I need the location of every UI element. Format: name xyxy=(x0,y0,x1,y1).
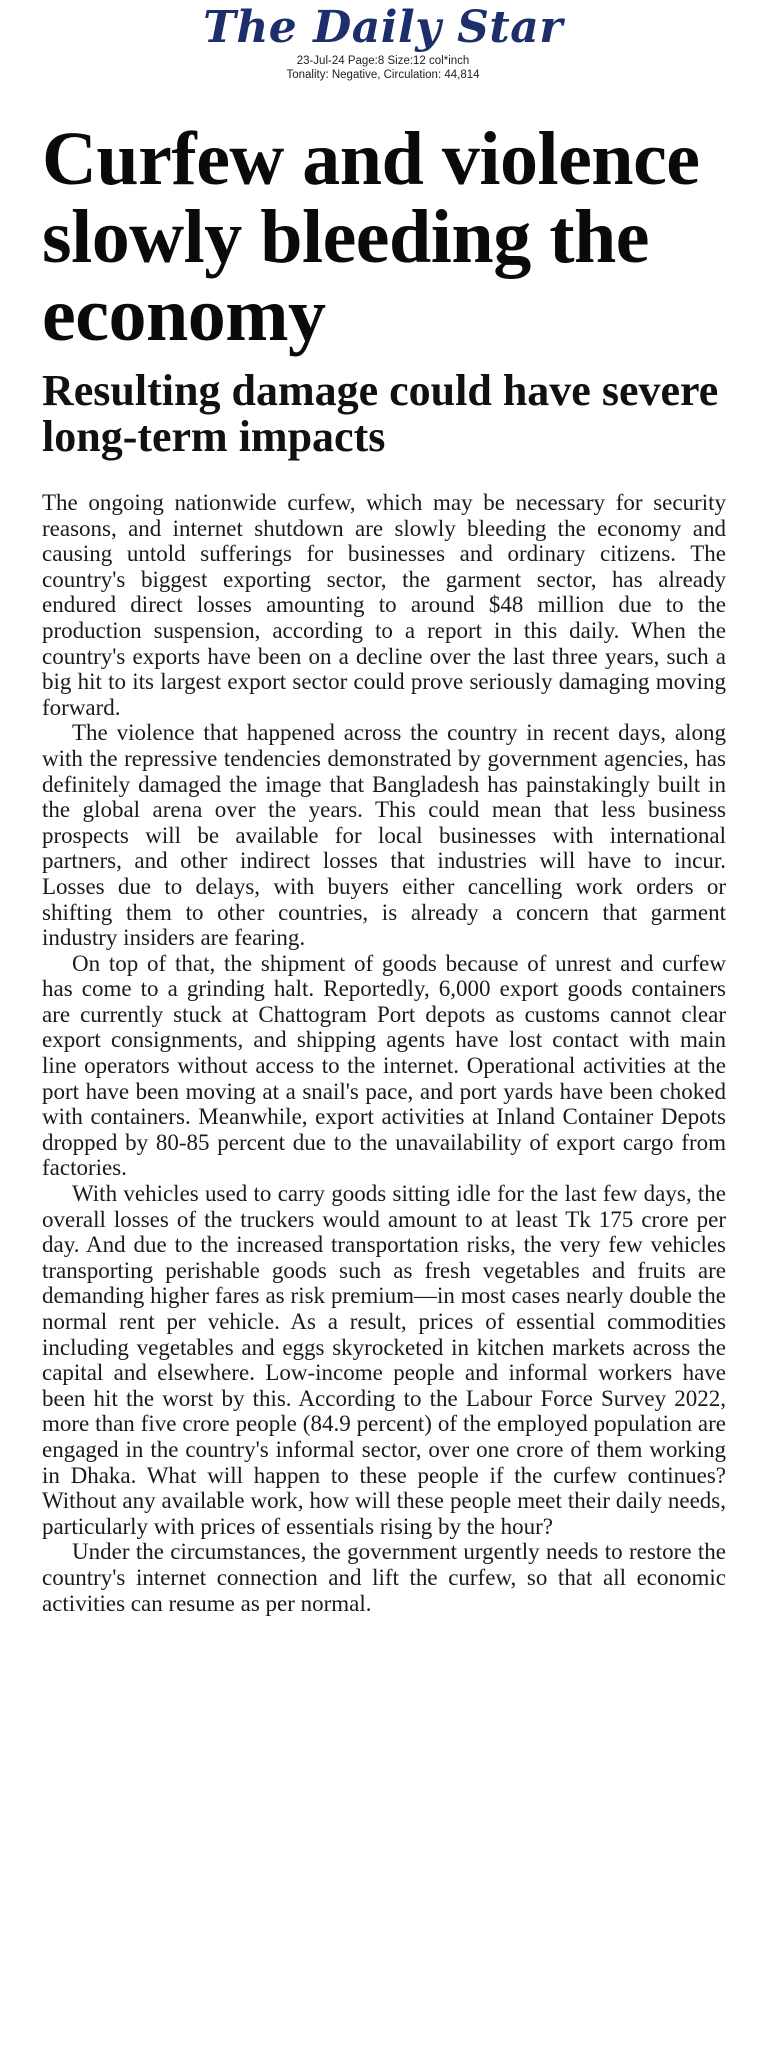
article-paragraph-5: Under the circumstances, the government urgently needs to restore the country's internet connection and lift the curfew, so that all economic activities can resume as per normal. xyxy=(42,1539,726,1616)
editorial-article xyxy=(0,117,766,1616)
article-paragraph-4: With vehicles used to carry goods sitting idle for the last few days, the overall losses of the truckers would amount to at least Tk 175 crore per day. And due to the increased transportation risks, the very few vehicles transporting perishable goods such as fresh vegetables and fruits are demanding higher fares as risk premium—in most cases nearly double the normal rent per vehicle. As a result, prices of essential commodities including vegetables and eggs skyrocketed in kitchen markets across the capital and elsewhere. Low-income people and informal workers have been hit the worst by this. According to the Labour Force Survey 2022, more than five crore people (84.9 percent) of the employed population are engaged in the country's informal sector, over one crore of them working in Dhaka. What will happen to these people if the curfew continues? Without any available work, how will these people meet their daily needs, particularly with prices of essentials rising by the hour? xyxy=(42,1181,726,1539)
article-headline: Curfew and violence slowly bleeding the economy xyxy=(42,117,700,357)
masthead xyxy=(0,0,766,82)
newspaper-logo: The Daily Star xyxy=(203,2,563,53)
article-body xyxy=(42,490,726,1616)
article-paragraph-2: The violence that happened across the country in recent days, along with the repressive tendencies demonstrated by government agencies, has definitely damaged the image that Bangladesh has painstakingly built in the global arena over the years. This could mean that less business prospects will be available for local businesses with international partners, and other indirect losses that industries will have to incur. Losses due to delays, with buyers either cancelling work orders or shifting them to other countries, is already a concern that garment industry insiders are fearing. xyxy=(42,720,726,951)
article-paragraph-1: The ongoing nationwide curfew, which may be necessary for security reasons, and internet shutdown are slowly bleeding the economy and causing untold sufferings for businesses and ordinary citizens. The country's biggest exporting sector, the garment sector, has already endured direct losses amounting to around $48 million due to the production suspension, according to a report in this daily. When the country's exports have been on a decline over the last three years, such a big hit to its largest export sector could prove seriously damaging moving forward. xyxy=(42,490,726,720)
article-paragraph-3: On top of that, the shipment of goods because of unrest and curfew has come to a grinding halt. Reportedly, 6,000 export goods containers are currently stuck at Chattogram Port depots as customs cannot clear export consignments, and shipping agents have lost contact with main line operators without access to the internet. Operational activities at the port have been moving at a snail's pace, and port yards have been choked with containers. Meanwhile, export activities at Inland Container Depots dropped by 80-85 percent due to the unavailability of export cargo from factories. xyxy=(42,950,726,1181)
article-subheadline: Resulting damage could have severe long-term impacts xyxy=(42,366,719,461)
clipping-meta-line-2: Tonality: Negative, Circulation: 44,814 xyxy=(286,69,480,81)
clipping-meta-line-1: 23-Jul-24 Page:8 Size:12 col*inch xyxy=(296,55,470,67)
